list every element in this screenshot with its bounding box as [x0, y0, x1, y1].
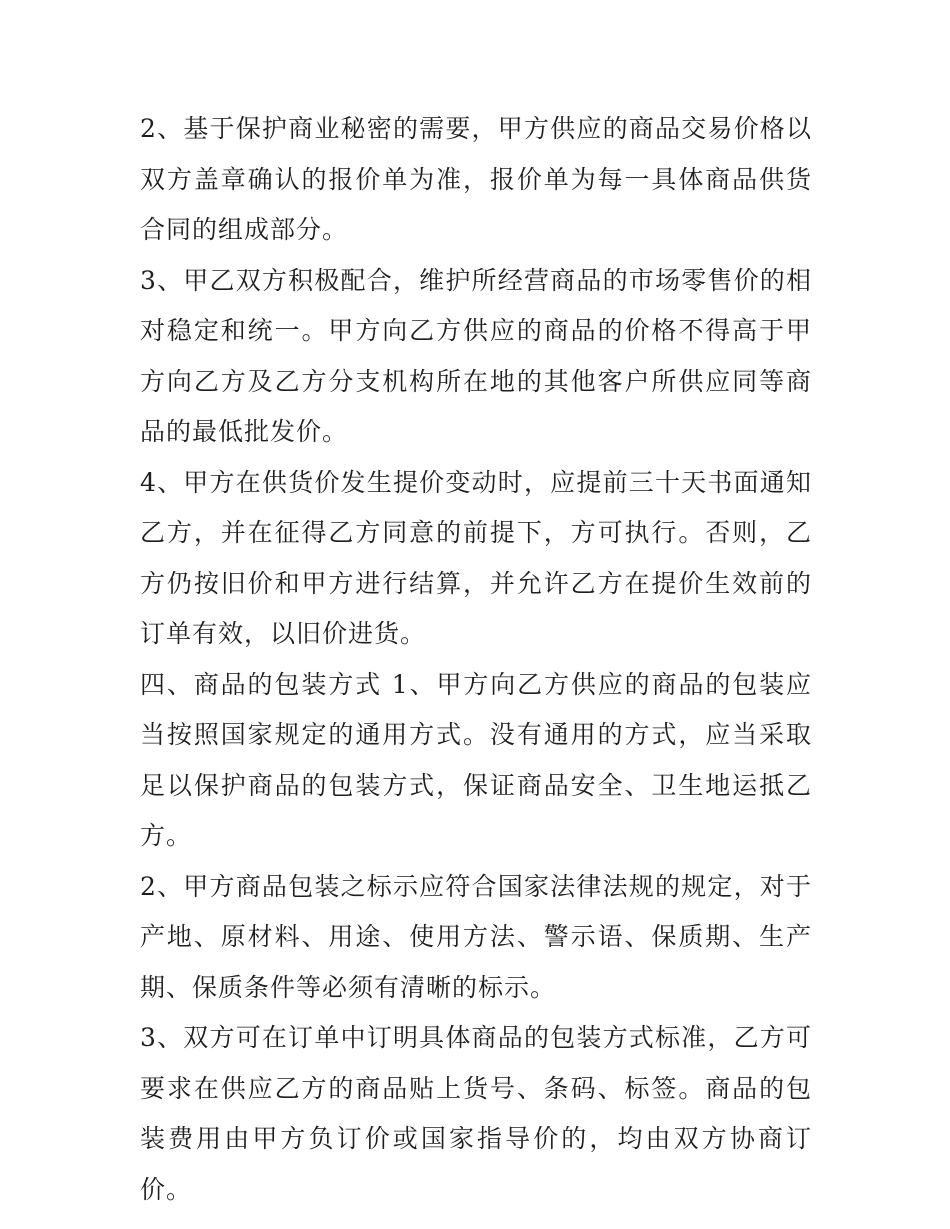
paragraph-packaging-standards: 3、双方可在订单中订明具体商品的包装方式标准，乙方可要求在供应乙方的商品贴上货号、条码、标签。商品的包装费用由甲方负订价或国家指导价的，均由双方协商订价。: [140, 1023, 812, 1204]
paragraph-price-increase-notice: 4、甲方在供货价发生提价变动时，应提前三十天书面通知乙方，并在征得乙方同意的前提下，方可执行。否则，乙方仍按旧价和甲方进行结算，并允许乙方在提价生效前的订单有效，以旧价进货。: [140, 467, 812, 648]
paragraph-price-confirmation: 2、基于保护商业秘密的需要，甲方供应的商品交易价格以双方盖章确认的报价单为准，报价单为每一具体商品供货合同的组成部分。: [140, 114, 812, 244]
paragraph-price-stability: 3、甲乙双方积极配合，维护所经营商品的市场零售价的相对稳定和统一。甲方向乙方供应的商品的价格不得高于甲方向乙方及乙方分支机构所在地的其他客户所供应同等商品的最低批发价。: [140, 265, 812, 446]
document-body: [140, 104, 812, 1215]
paragraph-packaging-method: 四、商品的包装方式 1、甲方向乙方供应的商品的包装应当按照国家规定的通用方式。没有通用的方式，应当采取足以保护商品的包装方式，保证商品安全、卫生地运抵乙方。: [140, 669, 812, 850]
paragraph-packaging-labels: 2、甲方商品包装之标示应符合国家法律法规的规定，对于产地、原材料、用途、使用方法、警示语、保质期、生产期、保质条件等必须有清晰的标示。: [140, 871, 812, 1002]
